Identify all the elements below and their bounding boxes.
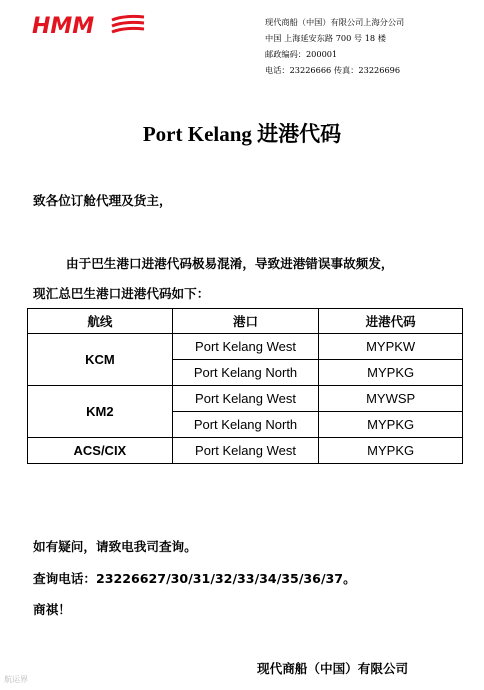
body-line-1: 由于巴生港口进港代码极易混淆，导致进港错误事故频发，: [66, 256, 394, 271]
table-header-row: [28, 309, 463, 334]
code-cell: MYPKW: [319, 334, 463, 360]
branch-address: 中国 上海延安东路 700 号 18 楼: [265, 33, 386, 43]
port-cell: Port Kelang West: [172, 438, 319, 464]
code-cell: MYPKG: [319, 412, 463, 438]
header-port: 港口: [172, 309, 319, 334]
code-cell: MYPKG: [319, 360, 463, 386]
closing-phone: 查询电话：23226627/30/31/32/33/34/35/36/37。: [33, 571, 356, 586]
code-cell: MYPKG: [319, 438, 463, 464]
port-cell: Port Kelang North: [172, 360, 319, 386]
logo-wave-icon: [110, 14, 146, 38]
document-title: Port Kelang 进港代码: [142, 122, 342, 146]
closing-questions: 如有疑问，请致电我司查询。: [33, 539, 197, 554]
route-cell: KCM: [28, 334, 173, 386]
body-line-2: 现汇总巴生港口进港代码如下：: [33, 286, 210, 301]
table-row: [28, 386, 463, 412]
branch-postcode: 邮政编码：200001: [265, 49, 338, 59]
watermark: 航运界: [4, 675, 28, 684]
logo-text: HMM: [32, 14, 95, 39]
route-cell: ACS/CIX: [28, 438, 173, 464]
port-cell: Port Kelang North: [172, 412, 319, 438]
closing-regards: 商祺！: [33, 602, 71, 617]
table-row: [28, 334, 463, 360]
port-code-table: [27, 308, 463, 464]
code-cell: MYWSP: [319, 386, 463, 412]
port-cell: Port Kelang West: [172, 386, 319, 412]
table-row: [28, 438, 463, 464]
branch-phone-fax: 电话：23226666 传真：23226696: [265, 65, 401, 75]
route-cell: KM2: [28, 386, 173, 438]
greeting: 致各位订舱代理及货主，: [33, 193, 172, 208]
header-route: 航线: [28, 309, 173, 334]
footer-company: 现代商船（中国）有限公司: [257, 661, 409, 676]
header-code: 进港代码: [319, 309, 463, 334]
port-cell: Port Kelang West: [172, 334, 319, 360]
branch-name: 现代商船（中国）有限公司上海分公司: [265, 17, 405, 27]
company-logo: [32, 14, 144, 40]
